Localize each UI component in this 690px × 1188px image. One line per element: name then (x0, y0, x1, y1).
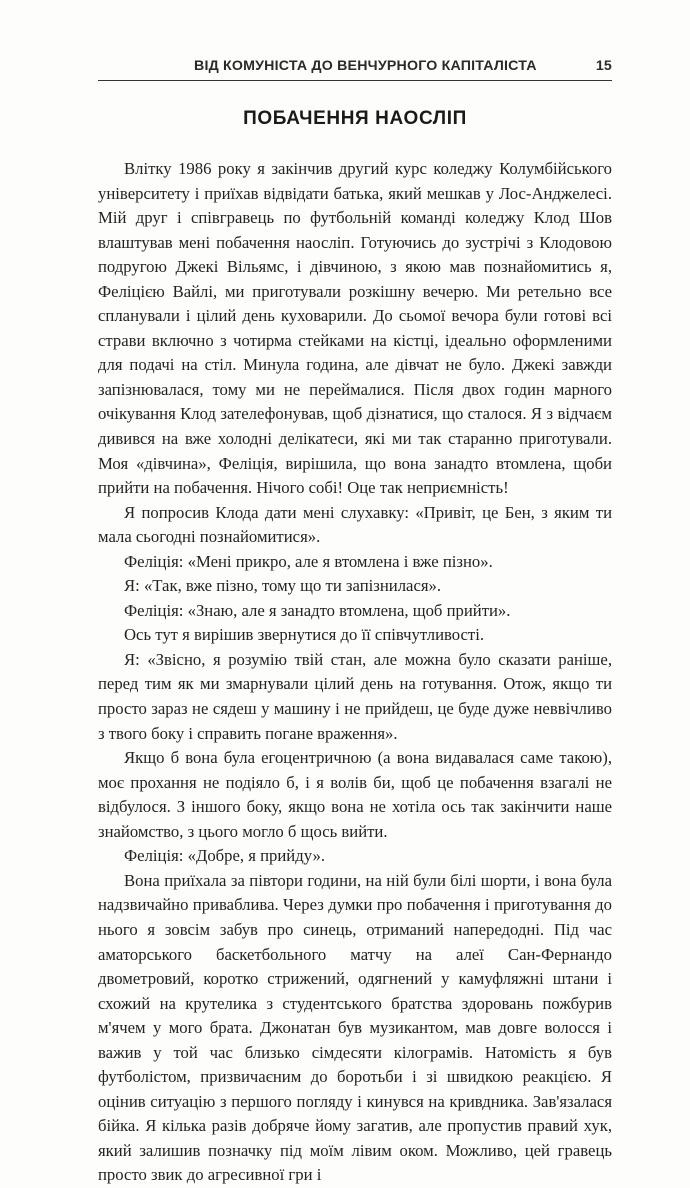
paragraph: Ось тут я вирішив звернутися до її співчутливості. (124, 625, 485, 645)
section-title: ПОБАЧЕННЯ НАОСЛІП (243, 108, 467, 129)
paragraph: Я: «Звісно, я розумію твій стан, але можна було сказати раніше, перед тим як ми змарнували цілий день на готування. Отож, якщо ти просто зараз не сядеш у машину і не прийдеш, це буде дуже неввічливо з твого боку і справить погане враження». (98, 649, 612, 743)
body-text (98, 157, 612, 1188)
paragraph: Вона приїхала за півтори години, на ній були білі шорти, і вона була надзвичайно приваблива. Через думки про побачення і приготування до нього я зовсім забув про синець, отриманий напередодні. Під час аматорського баскетбольного матчу на алеї Сан-Фернандо двометровий, коротко стрижений, одягнений у камуфляжні штани і схожий на крутелика з студентського братства здоровань пожбурив м'ячем у мого брата. Джонатан був музикантом, мав довге волосся і важив у той час близько сімдесяти кілограмів. Натомість я був футболістом, призвичаєним до боротьби і зі швидкою реакцією. Я оцінив ситуацію з першого погляду і кинувся на кривдника. Зав'язалася бійка. Я кілька разів добряче йому загатив, але пропустив правий хук, який залишив позначку під моїм лівим оком. Можливо, цей гравець просто звик до агресивної гри і (98, 870, 612, 1185)
page-number: 15 (595, 58, 612, 74)
paragraph: Феліція: «Знаю, але я занадто втомлена, щоб прийти». (124, 600, 511, 620)
paragraph: Феліція: «Мені прикро, але я втомлена і вже пізно». (124, 551, 493, 571)
paragraph: Влітку 1986 року я закінчив другий курс коледжу Колумбійського університету і приїхав відвідати батька, який мешкав у Лос-Анджелесі. Мій друг і співгравець по футбольній команді коледжу Клод Шов влаштував мені побачення наосліп. Готуючись до зустрічі з Клодовою подругою Джекі Вільямс, і дівчиною, з якою мав познайомитись я, Феліцією Вайлі, ми приготували розкішну вечерю. Ми ретельно все спланували і цілий день куховарили. До сьомої вечора були готові всі страви включно з чотирма стейками на кістці, ідеально оформленими для подачі на стіл. Минула година, але дівчат не було. Джекі завжди запізнювалася, тому ми не переймалися. Після двох годин марного очікування Клод зателефонував, щоб дізнатися, що сталося. Я з відчаєм дивився на вже холодні делікатеси, які ми так старанно приготували. Моя «дівчина», Феліція, вирішила, що вона занадто втомлена, щоби прийти на побачення. Нічого собі! Оце так неприємність! (98, 159, 612, 498)
running-title: ВІД КОМУНІСТА ДО ВЕНЧУРНОГО КАПІТАЛІСТА (194, 58, 537, 74)
paragraph: Я попросив Клода дати мені слухавку: «Привіт, це Бен, з яким ти мала сьогодні познайомитися». (98, 502, 612, 547)
paragraph: Якщо б вона була егоцентричною (а вона видавалася саме такою), моє прохання не подіяло б, і я волів би, щоб це побачення взагалі не відбулося. З іншого боку, якщо вона не хотіла ось так закінчити наше знайомство, з цього могло б щось вийти. (98, 748, 612, 841)
paragraph: Я: «Так, вже пізно, тому що ти запізнилася». (124, 576, 442, 596)
paragraph: Феліція: «Добре, я прийду». (124, 846, 326, 866)
running-header (98, 58, 612, 81)
